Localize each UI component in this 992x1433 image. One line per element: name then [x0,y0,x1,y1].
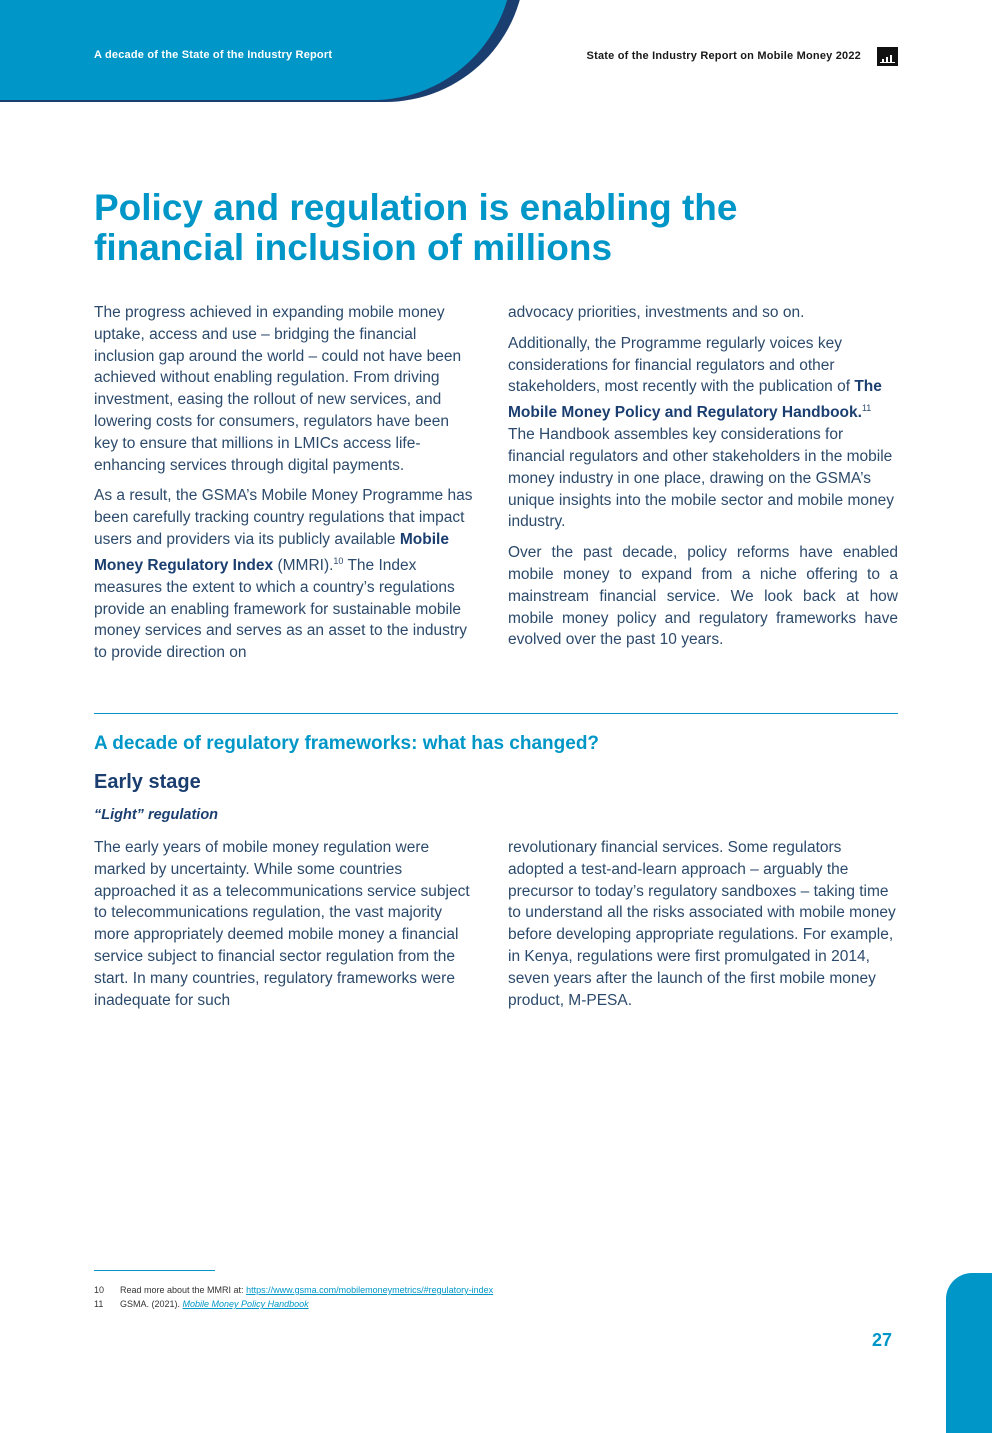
intro-column-left [94,302,477,673]
page-edge-tab [946,1273,992,1433]
footnote-link[interactable]: https://www.gsma.com/mobilemoneymetrics/#regulatory-index [246,1285,494,1295]
intro-paragraph: As a result, the GSMA’s Mobile Money Programme has been carefully tracking country regulations that impact users and providers via its publicly available Mobile Money Regulatory Index (MMRI).$^{10}$ The Index measures the extent to which a country’s regulations provide an enabling framework for sustainable mobile money services and serves as an asset to the industry to provide direction on [94,487,473,662]
footnote-divider [94,1270,215,1271]
section-heading: A decade of regulatory frameworks: what has changed? [94,733,600,754]
footnote: 11 GSMA. (2021). Mobile Money Policy Handbook [94,1299,309,1309]
intro-paragraph: advocacy priorities, investments and so on. [508,304,805,321]
footnote-ref-11[interactable]: 11 [861,403,872,414]
header-section-title: A decade of the State of the Industry Report [94,49,333,61]
section-divider [94,713,898,714]
subsection-heading: Early stage [94,771,201,793]
page-number: 27 [872,1330,893,1350]
footnote-link[interactable]: Mobile Money Policy Handbook [182,1299,309,1309]
footnote: 10 Read more about the MMRI at: https://www.gsma.com/mobilemoneymetrics/#regulatory-index [94,1285,494,1295]
page-title: Policy and regulation is enabling the financial inclusion of millions [94,187,738,268]
intro-paragraph: The progress achieved in expanding mobile money uptake, access and use – bridging the financial inclusion gap around the world – could not have been achieved without enabling regulation. From driving investment, easing the rollout of new services, and lowering costs for consumers, regulators have been key to ensure that millions in LMICs access life-enhancing services through digital payments. [94,304,462,474]
section-paragraph: revolutionary financial services. Some regulators adopted a test-and-learn approach – arguably the precursor to today’s regulatory sandboxes – taking time to understand all the risks associated with mobile money before developing appropriate regulations. For example, in Kenya, regulations were first promulgated in 2014, seven years after the launch of the first mobile money product, M-PESA. [508,839,896,1009]
intro-paragraph: Additionally, the Programme regularly voices key considerations for financial regulators and other stakeholders, most recently with the publication of The Mobile Money Policy and Regulatory Handbook.$^{11}$ The Handbook assembles key considerations for financial regulators and other stakeholders in the mobile money industry in one place, drawing on the GSMA’s unique insights into the mobile sector and mobile money industry. [508,334,895,531]
footnote-ref-10[interactable]: 10 [333,555,344,566]
handbook-title: The Mobile Money Policy and Regulatory Handbook. [508,378,882,422]
section-paragraph: The early years of mobile money regulation were marked by uncertainty. While some countries approached it as a telecommunications service subject to telecommunications regulation, the vast majority more appropriately deemed mobile money a financial service subject to financial sector regulation from the start. In many countries, regulatory frameworks were inadequate for such [94,839,470,1009]
mmri-link-text: Mobile Money Regulatory Index [94,530,449,574]
intro-column-right [508,302,898,660]
intro-paragraph: Over the past decade, policy reforms have enabled mobile money to expand from a niche offering to a mainstream financial service. We look back at how mobile money policy and regulatory frameworks have evolved over the past 10 years. [508,544,898,649]
section-column-left [94,837,477,1020]
section-column-right [508,837,898,1020]
header-report-title: State of the Industry Report on Mobile Money 2022 [586,50,861,62]
subsubsection-heading: “Light” regulation [94,807,219,823]
book-chart-icon [877,47,898,66]
